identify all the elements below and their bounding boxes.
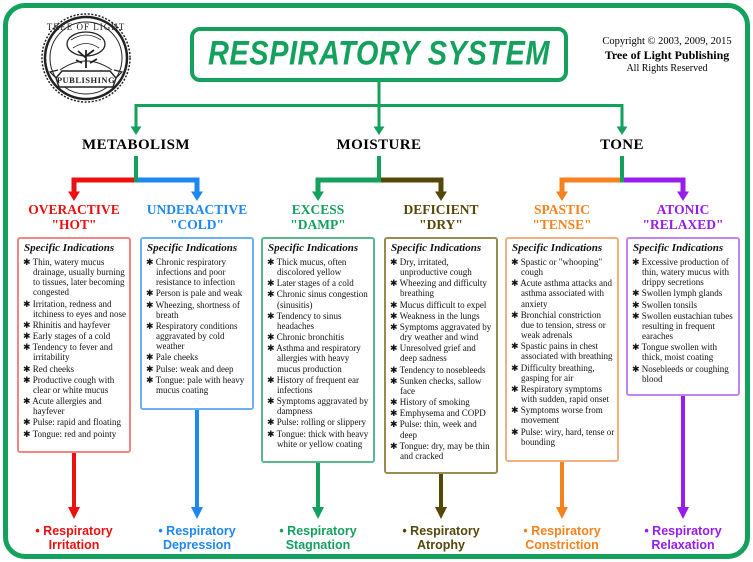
- category-nickname: "DAMP": [290, 216, 346, 232]
- indication-item: ✱ Weakness in the lungs: [390, 310, 480, 321]
- outcome-word: Irritation: [48, 538, 100, 552]
- indication-list: [23, 257, 127, 439]
- outcome-label-relaxation: [617, 524, 749, 552]
- outcome-prefix: • Respiratory: [402, 524, 480, 538]
- indication-item: ✱ Rhinitis and hayfever: [23, 319, 111, 330]
- indication-item: ✱ Tongue: red and pointy: [23, 428, 117, 439]
- indication-item: ✱ Irritation, redness and itchiness to eyes and nose: [23, 298, 126, 319]
- category-name: EXCESS: [291, 202, 345, 217]
- tone-split: [562, 180, 683, 192]
- category-nickname: "TENSE": [532, 216, 592, 232]
- title-box: [190, 27, 568, 82]
- category-header-deficient-dry: [375, 203, 507, 232]
- indications-box: [17, 237, 131, 453]
- indications-box: [261, 237, 375, 463]
- indication-item: ✱ Swollen eustachian tubes resulting in frequent earaches: [632, 310, 733, 342]
- indication-item: ✱ Thick mucus, often discolored yellow: [267, 257, 347, 278]
- category-name: DEFICIENT: [403, 202, 479, 217]
- category-header-excess-damp: [252, 203, 384, 232]
- publisher-logo: [36, 8, 136, 112]
- indication-item: ✱ Red cheeks: [23, 363, 75, 374]
- indication-list: [146, 257, 250, 395]
- indication-item: ✱ Early stages of a cold: [23, 331, 111, 342]
- outcome-word: Atrophy: [417, 538, 465, 552]
- category-name: ATONIC: [656, 202, 710, 217]
- box-title: Specific Indications: [512, 242, 603, 254]
- outcome-word: Depression: [162, 538, 232, 552]
- indication-item: ✱ Respiratory conditions aggravated by cold weather: [146, 320, 238, 352]
- metabolism-split: [74, 180, 197, 192]
- outcome-prefix: • Respiratory: [644, 524, 722, 538]
- indication-item: ✱ Swollen tonsils: [632, 299, 698, 310]
- outcome-label-irritation: [8, 524, 140, 552]
- indication-item: ✱ Later stages of a cold: [267, 278, 354, 289]
- top-connector: [136, 81, 622, 127]
- outcome-prefix: • Respiratory: [35, 524, 113, 538]
- indication-item: ✱ Wheezing and difficulty breathing: [390, 278, 487, 299]
- copyright-line: Copyright © 2003, 2009, 2015: [602, 36, 732, 47]
- rights-line: All Rights Reserved: [626, 63, 708, 74]
- category-nickname: "COLD": [170, 216, 224, 232]
- outcome-label-stagnation: [252, 524, 384, 552]
- box-title: Specific Indications: [24, 242, 115, 254]
- category-nickname: "HOT": [51, 216, 97, 232]
- indication-item: ✱ Chronic respiratory infections and poor resistance to infection: [146, 257, 235, 288]
- outcome-label-atrophy: [375, 524, 507, 552]
- outcome-prefix: • Respiratory: [523, 524, 601, 538]
- indications-box: [140, 237, 254, 410]
- category-name: OVERACTIVE: [28, 202, 120, 217]
- branch-label-metabolism: METABOLISM: [82, 137, 190, 153]
- indication-item: ✱ Pulse: wiry, hard, tense or bounding: [511, 426, 615, 447]
- indication-item: ✱ Spastic pains in chest associated with breathing: [511, 341, 613, 362]
- indication-item: ✱ Respiratory symptoms with sudden, rapid onset: [511, 383, 609, 405]
- indication-item: ✱ Tongue: dry, may be thin and cracked: [390, 440, 490, 461]
- indications-box: [626, 237, 740, 396]
- indication-item: ✱ Pulse: weak and deep: [146, 363, 234, 374]
- indication-item: ✱ Acute allergies and hayfever: [23, 396, 102, 417]
- indication-item: ✱ Dry, irritated, unproductive cough: [390, 257, 472, 278]
- indication-item: ✱ Wheezing, shortness of breath: [146, 299, 240, 320]
- indication-item: ✱ History of smoking: [390, 397, 470, 408]
- branch-label-moisture: MOISTURE: [336, 137, 422, 153]
- indication-item: ✱ Pulse: rapid and floating: [23, 417, 122, 428]
- box-title: Specific Indications: [268, 242, 359, 254]
- outcome-label-depression: [131, 524, 263, 552]
- top-arrowheads: [131, 127, 628, 136]
- box-title: Specific Indications: [147, 242, 238, 254]
- indication-item: ✱ Acute asthma attacks and asthma associated with anxiety: [511, 278, 613, 309]
- publisher-name: Tree of Light Publishing: [604, 48, 730, 62]
- category-nickname: "RELAXED": [642, 216, 724, 232]
- indication-item: ✱ Pulse: rolling or slippery: [267, 417, 367, 428]
- category-header-underactive-cold: [131, 203, 263, 232]
- indication-item: ✱ Nosebleeds or coughing blood: [632, 363, 729, 384]
- outcome-word: Relaxation: [651, 538, 715, 552]
- indication-list: [632, 257, 736, 384]
- indication-item: ✱ History of frequent ear infections: [267, 374, 360, 395]
- category-name: SPASTIC: [533, 202, 591, 217]
- indication-item: ✱ Mucus difficult to expel: [390, 299, 487, 310]
- logo-arc-text: TREE OF LIGHT: [46, 22, 126, 32]
- indication-item: ✱ Pale cheeks: [146, 352, 199, 363]
- indication-item: ✱ Symptoms aggravated by dampness: [267, 396, 369, 417]
- branch-label-tone: TONE: [600, 137, 644, 153]
- indication-list: [267, 257, 371, 449]
- indication-item: ✱ Tendency to sinus headaches: [267, 310, 342, 331]
- indication-item: ✱ Person is pale and weak: [146, 288, 243, 299]
- outcome-word: Stagnation: [285, 538, 351, 552]
- indications-box: [505, 237, 619, 462]
- indication-list: [390, 257, 494, 461]
- indication-item: ✱ Tongue: pale with heavy mucus coating: [146, 374, 245, 395]
- indication-item: ✱ Symptoms aggravated by dry weather and wind: [390, 321, 492, 343]
- indication-item: ✱ Spastic or "whooping" cough: [511, 257, 603, 278]
- indication-item: ✱ Asthma and respiratory allergies with heavy mucus production: [267, 343, 361, 374]
- indication-item: ✱ Unresolved grief and deep sadness: [390, 343, 476, 364]
- copyright-block: [588, 36, 746, 74]
- indication-item: ✱ Emphysema and COPD: [390, 408, 486, 419]
- indication-item: ✱ Thin, watery mucus drainage, usually burning to tissues, later becoming congested: [23, 257, 125, 298]
- category-header-overactive-hot: [8, 203, 140, 232]
- indication-item: ✱ Tongue swollen with thick, moist coating: [632, 342, 717, 363]
- outcome-word: Constriction: [525, 538, 599, 552]
- category-header-spastic-tense: [496, 203, 628, 232]
- logo-banner-text: PUBLISHING: [56, 75, 116, 85]
- box-title: Specific Indications: [391, 242, 482, 254]
- box-title: Specific Indications: [633, 242, 724, 254]
- moisture-split: [318, 180, 441, 192]
- indication-item: ✱ Swollen lymph glands: [632, 288, 723, 299]
- outcome-label-constriction: [496, 524, 628, 552]
- indication-item: ✱ Pulse: thin, week and deep: [390, 419, 477, 440]
- category-nickname: "DRY": [419, 216, 463, 232]
- indication-item: ✱ Chronic bronchitis: [267, 332, 345, 343]
- indication-item: ✱ Sunken checks, sallow face: [390, 375, 482, 396]
- indication-item: ✱ Tendency to fever and irritability: [23, 342, 113, 363]
- indication-item: ✱ Tongue: thick with heavy white or yellow coating: [267, 428, 369, 449]
- indications-box: [384, 237, 498, 474]
- indication-item: ✱ Symptoms worse from movement: [511, 405, 603, 426]
- category-name: UNDERACTIVE: [146, 202, 248, 217]
- indication-item: ✱ Difficulty breathing, gasping for air: [511, 362, 595, 383]
- page-title: RESPIRATORY SYSTEM: [207, 35, 551, 73]
- indication-item: ✱ Tendency to nosebleeds: [390, 364, 486, 375]
- indication-list: [511, 257, 615, 447]
- outcome-prefix: • Respiratory: [158, 524, 236, 538]
- outcome-prefix: • Respiratory: [279, 524, 357, 538]
- indication-item: ✱ Excessive production of thin, watery mucus with drippy secretions: [632, 257, 729, 288]
- indication-item: ✱ Productive cough with clear or white mucus: [23, 374, 115, 395]
- indication-item: ✱ Chronic sinus congestion (sinusitis): [267, 289, 368, 310]
- category-header-atonic-relaxed: [617, 203, 749, 232]
- indication-item: ✱ Bronchial constriction due to tension, stress or weak adrenals: [511, 309, 606, 341]
